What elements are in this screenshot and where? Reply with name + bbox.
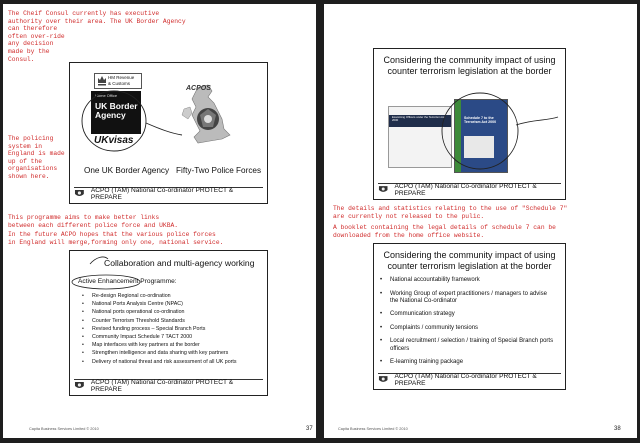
hand-drawn-underline-annotation	[70, 251, 269, 291]
slide-title-line2: counter terrorism legislation at the border	[387, 66, 552, 76]
annotation-booklet-download: A booklet containing the legal details of schedule 7 can be downloaded from the home office website.	[333, 224, 556, 239]
uk-map-crest-icon	[178, 83, 238, 147]
slide-footer	[378, 183, 561, 195]
list-item: • Counter Terrorism Threshold Standards	[82, 317, 237, 325]
list-item: • Delivery of national threat and risk assessment of all UK ports	[82, 358, 237, 366]
list-item: • National accountability framework	[380, 277, 555, 284]
list-item: • Working Group of expert practitioners / managers to advise the National Co-ordinator	[380, 291, 555, 305]
list-item: • E-learning training package	[380, 359, 555, 366]
slide-title-line2: counter terrorism legislation at the border	[387, 261, 552, 271]
slide-footer	[74, 379, 263, 391]
hmrc-name-line2: & Customs	[108, 80, 131, 86]
footer-text: ACPO (TAM) National Co-ordinator PROTECT & PREPARE	[394, 372, 537, 387]
hmrc-name-line1: HM Revenue	[108, 75, 135, 80]
slide-community-impact-measures	[373, 243, 566, 390]
footer-text: ACPO (TAM) National Co-ordinator PROTECT & PREPARE	[90, 186, 234, 201]
slide-subtitle: Active Enhancement Programme:	[78, 278, 177, 285]
page-number: 37	[306, 426, 313, 432]
acpos-logo-text: ACPOS	[186, 85, 211, 92]
enhancement-programme-list	[82, 292, 237, 366]
list-item: • National Ports Analysis Centre (NPAC)	[82, 300, 237, 308]
annotation-schedule7-statistics: The details and statistics relating to the use of "Schedule 7" are currently not released to the pulic.	[333, 205, 568, 220]
list-item: • Re-design Regional co-ordination	[82, 292, 237, 300]
list-item: • Strengthen intelligence and data sharing with key partners	[82, 349, 237, 357]
left-page	[3, 4, 316, 438]
list-item: • Map interfaces with key partners at the border	[82, 341, 237, 349]
slide-collaboration	[69, 250, 268, 396]
list-item: • Community Impact Schedule 7 TACT 2000	[82, 333, 237, 341]
slide-title: Collaboration and multi-agency working	[104, 258, 255, 268]
footer-text: ACPO (TAM) National Co-ordinator PROTECT & PREPARE	[90, 378, 234, 393]
home-office-label: Home Office	[95, 93, 118, 98]
booklet-title: Schedule 7 to the Terrorism Act 2000	[464, 116, 497, 125]
caption-fifty-two-police-forces: Fifty-Two Police Forces	[176, 166, 262, 175]
annotation-chief-consul: The Cheif Consul currently has executive authority over their area. The UK Border Agency can therefore often over-ride any decision made by the Consul.	[8, 10, 186, 63]
annotation-acpo-future: In the future ACPO hopes that the various police forces in England will merge,forming only one, national service.	[8, 231, 224, 246]
ukvisas-logo-text: UKvisas	[94, 135, 134, 146]
slide-community-impact-booklets	[373, 48, 566, 200]
ukba-name-line1: UK Border	[95, 101, 138, 111]
acpo-crest-icon	[378, 185, 388, 194]
footer-text: ACPO (TAM) National Co-ordinator PROTECT & PREPARE	[394, 182, 537, 197]
annotation-policing-system: The policing system in England is made up of the organisations shown here.	[8, 135, 65, 180]
right-page	[324, 4, 637, 438]
copyright-notice: Capita Business Services Limited © 2010	[29, 427, 99, 431]
acpo-crest-icon	[74, 189, 85, 198]
list-item: • Revised funding process – Special Branch Ports	[82, 325, 237, 333]
slide-footer	[378, 373, 561, 385]
slide-footer	[74, 187, 263, 199]
list-item: • National ports operational co-ordination	[82, 308, 237, 316]
list-item: • Communication strategy	[380, 311, 555, 318]
acpo-crest-icon	[378, 375, 388, 384]
copyright-notice: Capita Business Services Limited © 2010	[338, 427, 408, 431]
slide-title-line1: Considering the community impact of using	[383, 55, 556, 65]
annotation-programme-aims: This programme aims to make better links between each different police force and UKBA.	[8, 214, 179, 229]
hand-drawn-circle-annotation	[70, 63, 269, 205]
booklet-title: Examining Officers under the Terrorism Act 2000	[392, 115, 446, 123]
hand-drawn-circle-annotation	[374, 49, 567, 201]
page-number: 38	[614, 426, 621, 432]
acpo-crest-icon	[74, 381, 85, 390]
community-impact-list	[380, 277, 555, 366]
caption-one-uk-border-agency: One UK Border Agency	[84, 166, 170, 175]
slide-title-line1: Considering the community impact of using	[383, 250, 556, 260]
ukba-name-line2: Agency	[95, 110, 126, 120]
slide-title	[378, 250, 561, 272]
list-item: • Complaints / community tensions	[380, 325, 555, 332]
slide-agencies	[69, 62, 268, 204]
list-item: • Local recruitment / selection / training of Special Branch ports officers	[380, 338, 555, 352]
